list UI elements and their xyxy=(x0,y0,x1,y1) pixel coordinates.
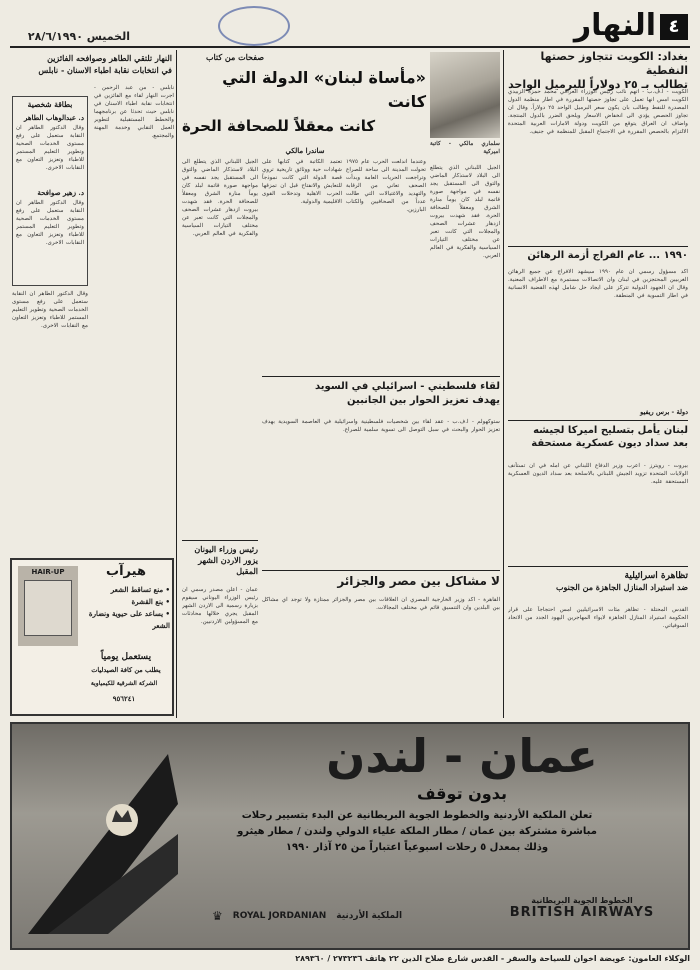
royal-jordanian-ar: الملكية الأردنية xyxy=(336,911,403,921)
hair-up-brand: HAIR-UP xyxy=(31,568,65,576)
royal-jordanian-logo xyxy=(212,906,422,926)
ad-line-3: وذلك بمعدل ٥ رحلات اسبوعياً اعتباراً من ٢٥ آذار ١٩٩٠ xyxy=(285,842,549,853)
kuwait-oil-headline-line-1: بغداد: الكويت تتجاوز حصتها النفطية xyxy=(540,50,688,77)
israel-protest-headline xyxy=(508,570,688,604)
israel-protest-headline-line-2: ضد استيراد المنازل الجاهزة من الجنوب xyxy=(555,582,688,592)
page-number: ٤ xyxy=(660,14,688,40)
agents-footer: الوكلاء العامون: عويضة اخوان للسياحة والسفر - القدس شارع صلاح الدين ٢٢ هاتف ٢٧٣٢٣٦ / ٢٨٩٣٦٠ xyxy=(295,954,690,963)
lebanon-army-headline xyxy=(508,424,688,458)
author-caption: سلماري مالكي - كاتبة اميركية xyxy=(430,141,500,155)
ad-line-2: مباشرة مشتركة بين عمان / مطار الملكة علياء الدولي ولندن / مطار هيثرو xyxy=(237,826,597,837)
book-kicker: صفحات من كتاب xyxy=(205,52,265,62)
crown-icon: ♛ xyxy=(212,909,223,923)
israel-protest-headline-line-1: تظاهرة اسرائيلية xyxy=(624,571,688,581)
greek-pm-article: عمان - اعلن مصدر رسمي ان رئيس الوزراء اليوناني سيقوم بزيارة رسمية الى الاردن الشهر المقبل يجري خلالها محادثات مع المسؤولين الاردنيين. xyxy=(182,587,258,625)
lebanon-army-headline-line-2: بعد سداد ديون عسكرية مستحقة xyxy=(531,438,688,449)
sweden-meeting-article: ستوكهولم - ا.ف.ب - عقد لقاء بين شخصيات فلسطينية واسرائيلية في العاصمة السويدية بهدف تعزيز الحوار والبحث في سبل التوصل الى تسوية سلمية للصراع. xyxy=(262,419,500,433)
profile-text-1: وقال الدكتور الطاهر ان النقابة ستعمل على رفع مستوى الخدمات الصحية وتطوير التعليم المستمر للاطباء وتعزيز التعاون مع النقابات الاخرى. xyxy=(16,125,84,171)
profile-name-1: د. عبدالوهاب الطاهر xyxy=(23,113,84,122)
hair-up-ad xyxy=(10,558,174,716)
lebanon-book-headline-line-2: كانت معقلاً للصحافة الحرة xyxy=(182,117,376,135)
profile-card-title: بطاقة شخصية xyxy=(27,100,73,109)
ad-headline: عمان - لندن xyxy=(326,729,598,783)
egypt-algeria-headline: لا مشاكل بين مصر والجزائر xyxy=(337,574,500,588)
dentists-article-col-2: وقال الدكتور الطاهر ان النقابة ستعمل على رفع مستوى الخدمات الصحية وتطوير التعليم المستمر للاطباء وتعزيز التعاون مع النقابات الاخرى. xyxy=(12,291,88,329)
kuwait-oil-headline xyxy=(508,50,688,91)
issue-date: الخميس ٢٨/٦/١٩٩٠ xyxy=(27,30,130,43)
hair-up-benefit-3: • يساعد على حيوية ونضارة الشعر xyxy=(88,609,170,630)
hair-up-phone: ٩٥٦٢٤١ xyxy=(112,694,136,703)
hostages-byline: دولة - برس ريفيو xyxy=(640,408,688,416)
hair-up-title: هيرآب xyxy=(106,564,146,579)
dentists-headline-line-2: في انتخابات نقابة اطباء الاسنان - نابلس xyxy=(38,65,172,75)
sweden-meeting-headline xyxy=(262,380,500,414)
kuwait-oil-headline-line-2: تطالب بـ ٢٥ دولاراً للبرميل الواحد xyxy=(508,78,688,91)
airplane-tail-image xyxy=(18,744,178,944)
masthead-logo: النهار xyxy=(573,8,656,43)
royal-jordanian-en: ROYAL JORDANIAN xyxy=(232,911,327,921)
lebanon-book-headline-line-1: «مأساة لبنان» الدولة التي كانت xyxy=(222,68,426,111)
ad-subhead: بدون توقف xyxy=(417,784,507,803)
profile-card xyxy=(12,96,88,286)
greek-pm-headline: رئيس وزراء اليونان يزور الاردن الشهر المقبل xyxy=(194,544,258,576)
author-photo xyxy=(430,52,500,138)
lebanon-army-article: بيروت - رويترز - اعرب وزير الدفاع اللبناني عن امله في ان تستأنف الولايات المتحدة تزويد الجيش اللبناني بالاسلحة بعد سداد الديون العسكرية المستحقة عليه. xyxy=(508,463,688,485)
lebanon-book-headline xyxy=(182,66,426,138)
ad-line-1: تعلن الملكية الأردنية والخطوط الجوية البريطانية عن البدء بتسيير رحلات xyxy=(241,810,593,821)
book-article-col-4: الجيل اللبناني الذي يتطلع الى البلاد لاستذكار الماضي والتوق الى المستقبل يجد نفسه في مواجهة صورة قاتمة لبلد كان يوماً منارة الشرق ومعقلاً للصحافة الحرة. فقد شهدت بيروت ازدهار عشرات الصحف والمجلات التي كانت تعبر عن مختلف التيارات السياسية والفكرية في العالم العربي. xyxy=(182,159,258,237)
israel-protest-article: القدس المحتلة - تظاهر مئات الاسرائيليين امس احتجاجاً على قرار الحكومة استيراد المنازل الجاهزة لايواء المهاجرين اليهود الجدد من الاتحاد السوفياتي. xyxy=(508,607,688,629)
profile-text-2: وقال الدكتور الطاهر ان النقابة ستعمل على رفع مستوى الخدمات الصحية وتطوير التعليم المستمر للاطباء وتعزيز التعاون مع النقابات الاخرى. xyxy=(16,200,84,246)
sweden-meeting-headline-line-1: لقاء فلسطيني - اسرائيلي في السويد xyxy=(315,381,500,392)
hair-up-benefit-2: • ينع القشرة xyxy=(131,597,170,606)
book-article-col-3: تعتمد الكاتبة في كتابها على شهادات حية ووثائق تاريخية تروي قصة الدولة التي كانت نموذجاً للتعايش والانفتاح قبل ان تمزقها الحرب الاهلية وتدخلات القوى الاقليمية والدولية. xyxy=(262,159,342,205)
hostages-headline: ١٩٩٠ ... عام الفراج أزمة الرهائن xyxy=(527,250,688,261)
hair-up-cta-2: يطلب من كافة الصيدليات xyxy=(91,666,161,674)
hair-up-distributor: الشركة الشرقية للكيمياوية xyxy=(90,680,158,687)
book-article-col-2: وعندما اندلعت الحرب عام ١٩٧٥ تحولت المدينة الى ساحة للصراع وتراجعت الحريات العامة وبدأت الصحف تعاني من الرقابة والتهديد والاغتيالات التي طالت عدداً من الصحافيين والكتاب البارزين. xyxy=(346,159,426,213)
british-airways-ar: الخطوط الجوية البريطانية xyxy=(531,896,633,905)
hair-up-product-image xyxy=(18,566,78,646)
lebanon-army-headline-line-1: لبنان يأمل بتسليح اميركا لجيشه xyxy=(533,425,688,436)
hair-up-benefits xyxy=(82,584,170,644)
amman-london-ad xyxy=(10,722,690,950)
british-airways-logo xyxy=(482,896,682,940)
library-stamp xyxy=(218,6,290,46)
hair-up-benefit-1: • منع تساقط الشعر xyxy=(110,585,170,594)
profile-name-2: د. زهير صوافحة xyxy=(37,188,84,197)
sweden-meeting-headline-line-2: يهدف تعزيز الحوار بين الجانبين xyxy=(346,395,500,406)
british-airways-en: BRITISH AIRWAYS xyxy=(509,905,655,920)
hair-up-cta: يستعمل يومياً xyxy=(100,652,152,662)
egypt-algeria-article: القاهرة - اكد وزير الخارجية المصري ان العلاقات بين مصر والجزائر ممتازة ولا توجد اي مشاكل بين البلدين وان التنسيق قائم في مختلف المجالات. xyxy=(262,597,500,611)
author-name: ساندرا مالكي xyxy=(285,146,325,155)
kuwait-oil-article: الكويت - ا.ف.ب - اتهم نائب رئيس الوزراء العراقي محمد حمزة الزبيدي الكويت امس انها تعمل على تجاوز حصتها المقررة في اطار منظمة الدول المصدرة للنفط وطالب بان يكون سعر البرميل الواحد ٢٥ دولاراً. وقال ان تجاوز الحصص يؤدي الى انخفاض الاسعار ويلحق الضرر بالدول المنتجة. واضاف ان العراق يتوقع من الكويت ودولة الامارات العربية المتحدة الالتزام بالحصص المقررة في الاجتماع المقبل للمنظمة في جنيف. xyxy=(508,89,688,135)
hostages-article: اكد مسؤول رسمي ان عام ١٩٩٠ سيشهد الافراج عن جميع الرهائن الغربيين المحتجزين في لبنان وان الاتصالات مستمرة مع الاطراف المعنية. وقال ان الجهود الدولية تتركز على ايجاد حل شامل لهذه القضية الانسانية في اطار التسوية في المنطقة. xyxy=(508,269,688,299)
dentists-headline-line-1: النهار تلتقي الطاهر وصوافحه الفائزين xyxy=(47,53,172,63)
book-article-col-1: الجيل اللبناني الذي يتطلع الى البلاد لاستذكار الماضي والتوق الى المستقبل يجد نفسه في مواجهة صورة قاتمة لبلد كان يوماً منارة الشرق ومعقلاً للصحافة الحرة. فقد شهدت بيروت ازدهار عشرات الصحف والمجلات التي كانت تعبر عن مختلف التيارات السياسية والفكرية في العالم العربي. xyxy=(430,165,500,259)
dentists-headline xyxy=(10,52,172,82)
dentists-article-col-1: نابلس - من عبد الرحمن - اجرت النهار لقاء مع الفائزين في انتخابات نقابة اطباء الاسنان في نابلس حيث تحدثا عن برنامجهما والخطط المستقبلية لتطوير العمل النقابي وخدمة المهنة والمجتمع. xyxy=(94,85,174,139)
